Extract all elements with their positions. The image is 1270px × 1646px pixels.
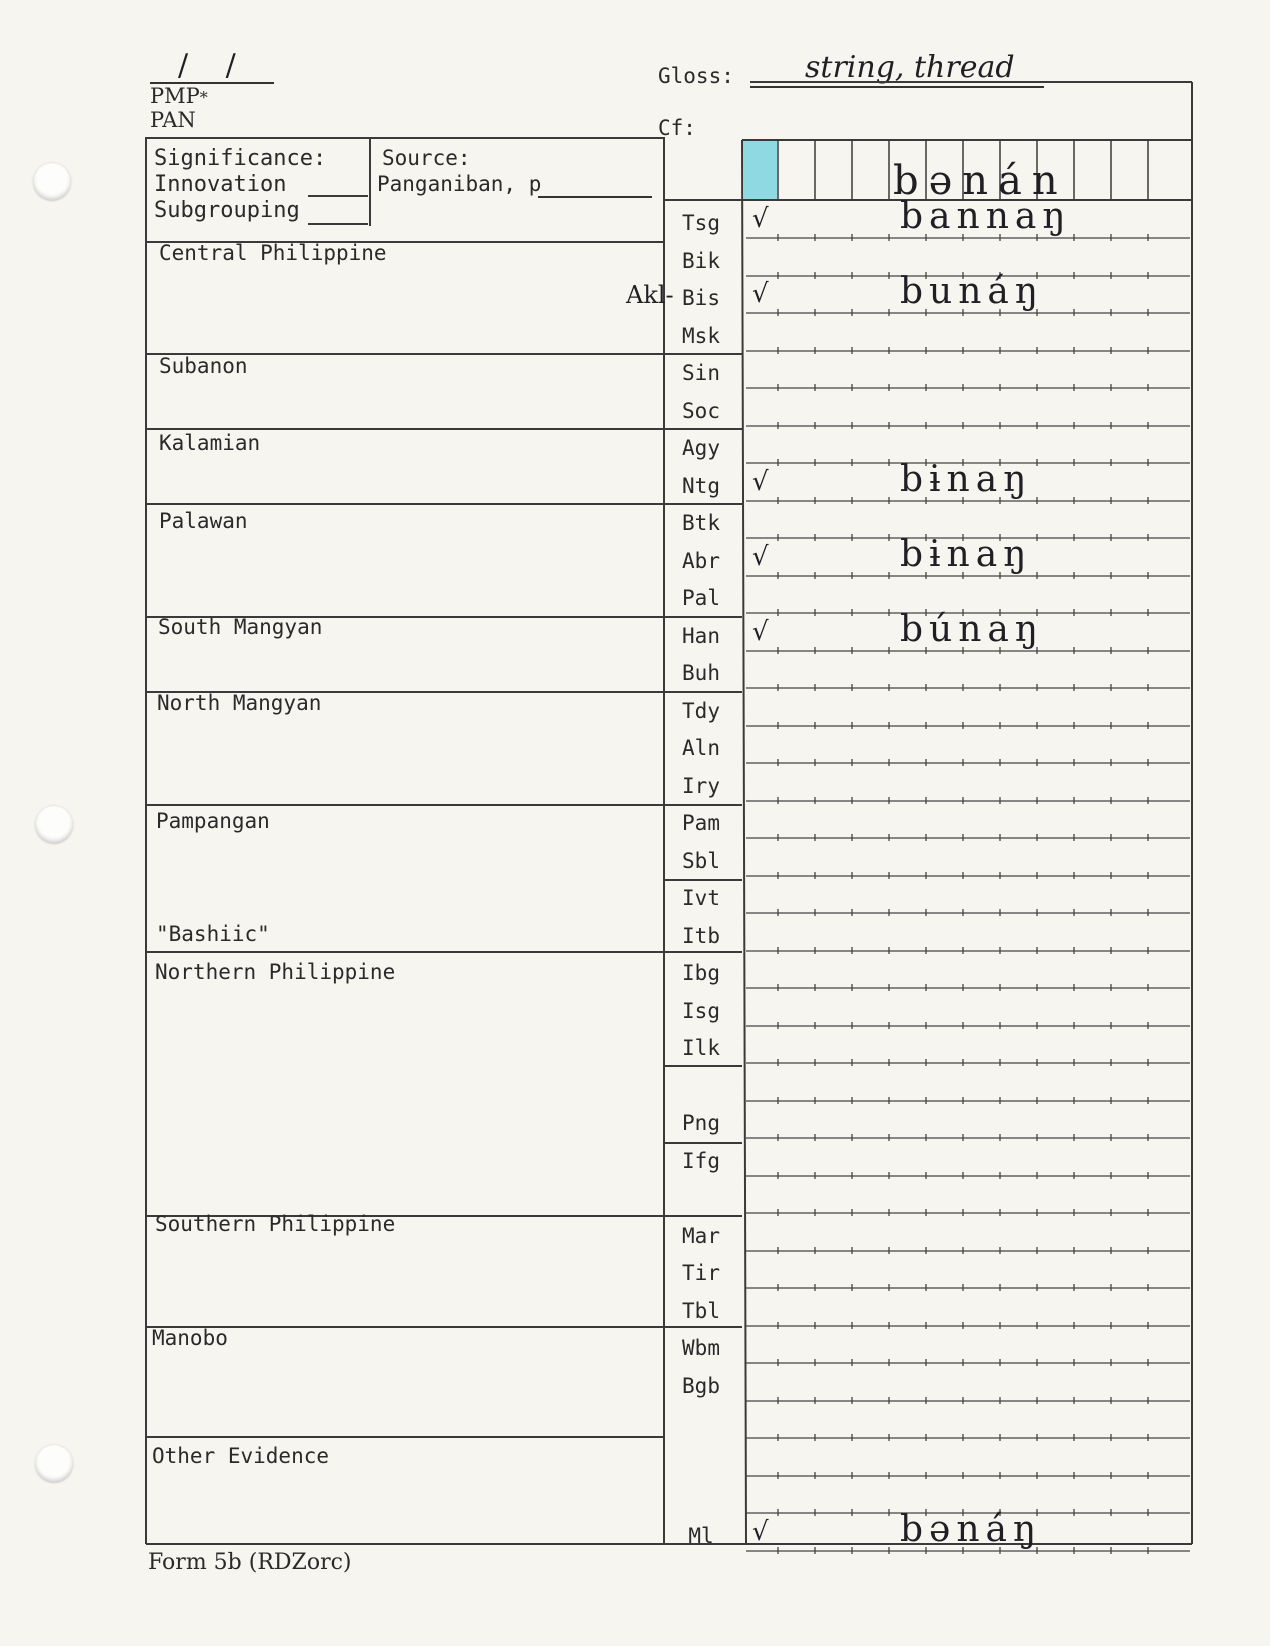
cf-label: Cf: [658,116,696,140]
cognate-form: búnaŋ [900,608,1045,650]
cognate-form: bannaŋ [900,196,1072,237]
check-mark: √ [752,204,769,234]
language-code: Buh [682,661,720,685]
language-code: Ivt [682,886,720,910]
language-code: Sbl [682,848,720,873]
check-mark: √ [752,541,769,572]
slash-marks: / / [178,48,250,83]
source-label: Source: [382,146,471,170]
cognate-form: bɨnaŋ [900,533,1033,575]
language-code: Ilk [682,1036,720,1060]
source-value: Panganiban, p [377,172,542,196]
group-kalamian: Kalamian [159,431,261,455]
check-mark: √ [752,466,769,497]
language-code: Wbm [682,1336,720,1360]
pan-label: PAN [150,108,196,132]
gloss-label: Gloss: [658,64,734,88]
group-northern-philippine: Northern Philippine [155,960,396,984]
language-code: Abr [682,548,720,573]
cognate-form: bɨnaŋ [900,458,1033,500]
language-code: Pam [682,811,720,835]
cognate-form: bunáŋ [900,271,1045,312]
check-mark: √ [752,1516,769,1547]
language-code: Sin [682,361,720,385]
group-bashiic: "Bashiic" [156,922,270,946]
pmp-marker: * [199,88,208,107]
group-central-philippine: Central Philippine [159,241,387,265]
language-code: Ntg [682,473,720,498]
cognate-form: bənáŋ [900,1508,1043,1550]
group-palawan: Palawan [159,509,248,533]
group-north-mangyan: North Mangyan [157,691,322,715]
language-code: Msk [682,323,720,348]
gloss-value: string, thread [805,50,1015,85]
language-code: Tsg [682,211,720,235]
language-code: Tdy [682,698,720,723]
language-code: Ifg [682,1148,720,1173]
group-south-mangyan: South Mangyan [158,615,323,639]
language-code: Png [682,1111,720,1135]
group-pampangan: Pampangan [156,809,270,833]
significance-label: Significance: [154,146,327,171]
language-code: Han [682,623,720,648]
language-code: Bik [682,248,720,273]
language-code: Mar [682,1223,720,1248]
language-code: Tbl [682,1298,720,1323]
language-code: Ml [688,1523,714,1548]
language-code: Btk [682,511,720,535]
check-mark: √ [752,616,769,647]
group-other-evidence: Other Evidence [152,1444,330,1468]
language-code: Pal [682,586,720,610]
language-code: Tir [682,1261,720,1285]
language-code: Bgb [682,1373,720,1398]
form-footer: Form 5b (RDZorc) [148,1550,352,1575]
language-code: Agy [682,436,720,460]
check-mark: √ [752,279,769,309]
innovation-label: Innovation [154,172,287,197]
language-code: Isg [682,998,720,1023]
group-subanon: Subanon [159,354,248,378]
language-code: Soc [682,398,720,423]
language-code: Aln [682,736,720,760]
group-manobo: Manobo [152,1326,228,1350]
language-code: Bis [682,286,720,310]
language-code: Itb [682,923,720,948]
group-southern-philippine: Southern Philippine [155,1212,396,1236]
subgrouping-label: Subgrouping [154,198,300,223]
language-code: Ibg [682,961,720,985]
language-prefix: Akl- [626,281,674,309]
reconstruction-form: bənán [893,158,1068,204]
language-code: Iry [682,773,720,798]
pmp-text: PMP [150,84,200,108]
